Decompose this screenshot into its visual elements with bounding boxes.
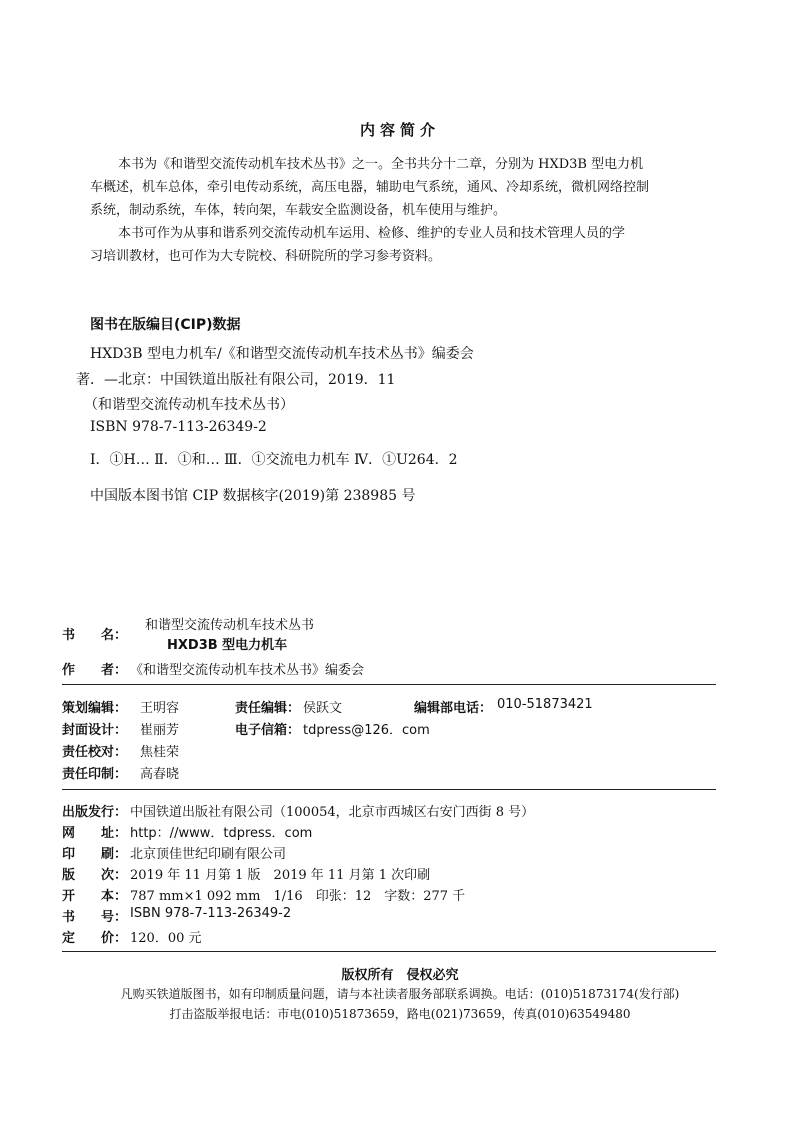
format: 787 mm×1 092 mm 1/16 印张：12 字数：277 千 — [130, 889, 466, 904]
summary-paragraph-2-line-1: 本书可作为从事和谐系列交流传动机车运用、检修、维护的专业人员和技术管理人员的学 — [118, 226, 626, 241]
proofreader: 焦桂荣 — [140, 745, 180, 760]
responsible-editor: 侯跃文 — [303, 701, 343, 716]
responsible-editor-label: 责任编辑： — [235, 701, 301, 716]
edition: 2019 年 11 月第 1 版 2019 年 11 月第 1 次印刷 — [130, 868, 431, 883]
cip-classification: Ⅰ．①H… Ⅱ．①和… Ⅲ．①交流电力机车 Ⅳ．①U264．2 — [90, 452, 458, 468]
cip-isbn: ISBN 978-7-113-26349-2 — [90, 419, 267, 435]
cip-line-1: HXD3B 型电力机车/《和谐型交流传动机车技术丛书》编委会 — [90, 346, 474, 362]
copyright-title: 版权所有 侵权必究 — [341, 968, 459, 983]
divider-bottom — [62, 951, 716, 952]
price: 120．00 元 — [130, 931, 202, 946]
planner: 王明容 — [140, 701, 180, 716]
cover-design: 崔丽芳 — [140, 723, 180, 738]
isbn: ISBN 978-7-113-26349-2 — [130, 906, 292, 921]
author: 《和谐型交流传动机车技术丛书》编委会 — [130, 663, 365, 678]
cip-heading: 图书在版编目(CIP)数据 — [90, 317, 241, 333]
cover-design-label: 封面设计： — [62, 723, 128, 738]
divider-middle — [62, 789, 716, 790]
format-label: 开 本： — [62, 889, 128, 904]
price-label: 定 价： — [62, 931, 128, 946]
publisher: 中国铁道出版社有限公司（100054，北京市西城区右安门西街 8 号） — [130, 805, 535, 820]
cip-line-2: 著．—北京：中国铁道出版社有限公司，2019．11 — [76, 372, 396, 388]
website-label: 网 址： — [62, 826, 128, 841]
dept-phone-label: 编辑部电话： — [414, 701, 493, 716]
proofreader-label: 责任校对： — [62, 745, 128, 760]
edition-label: 版 次： — [62, 868, 128, 883]
cip-catalog-number: 中国版本图书馆 CIP 数据核字(2019)第 238985 号 — [90, 488, 416, 504]
isbn-label: 书 号： — [62, 910, 128, 925]
book-title: HXD3B 型电力机车 — [167, 638, 288, 653]
book-name-label: 书 名： — [62, 628, 128, 643]
email: tdpress@126．com — [303, 723, 430, 738]
dept-phone: 010-51873421 — [497, 697, 593, 712]
divider-top — [62, 684, 716, 685]
summary-paragraph-1-line-2: 车概述，机车总体，牵引电传动系统，高压电器，辅助电气系统，通风、冷却系统，微机网络控制 — [90, 180, 650, 195]
summary-paragraph-1-line-1: 本书为《和谐型交流传动机车技术丛书》之一。全书共分十二章，分别为 HXD3B 型电力机 — [118, 157, 644, 172]
cip-line-3: （和谐型交流传动机车技术丛书） — [84, 397, 294, 413]
website-link[interactable]: http：//www．tdpress．com — [130, 826, 313, 841]
anti-piracy-hotline: 打击盗版举报电话：市电(010)51873659，路电(021)73659，传真(010)63549480 — [169, 1007, 631, 1021]
copyright-notice: 凡购买铁道版图书，如有印制质量问题，请与本社读者服务部联系调换。电话：(010)51873174(发行部) — [120, 987, 680, 1001]
print-manager-label: 责任印制： — [62, 767, 128, 782]
summary-paragraph-1-line-3: 系统，制动系统，车体，转向架，车载安全监测设备，机车使用与维护。 — [90, 203, 507, 218]
author-label: 作 者： — [62, 663, 128, 678]
printer: 北京顶佳世纪印刷有限公司 — [130, 847, 287, 862]
planner-label: 策划编辑： — [62, 701, 128, 716]
print-manager: 高春晓 — [140, 767, 180, 782]
publisher-label: 出版发行： — [62, 805, 128, 820]
email-label: 电子信箱： — [235, 723, 301, 738]
summary-title: 内容简介 — [359, 121, 440, 139]
book-series: 和谐型交流传动机车技术丛书 — [145, 618, 315, 633]
printer-label: 印 刷： — [62, 847, 128, 862]
summary-paragraph-2-line-2: 习培训教材，也可作为大专院校、科研院所的学习参考资料。 — [90, 249, 442, 264]
